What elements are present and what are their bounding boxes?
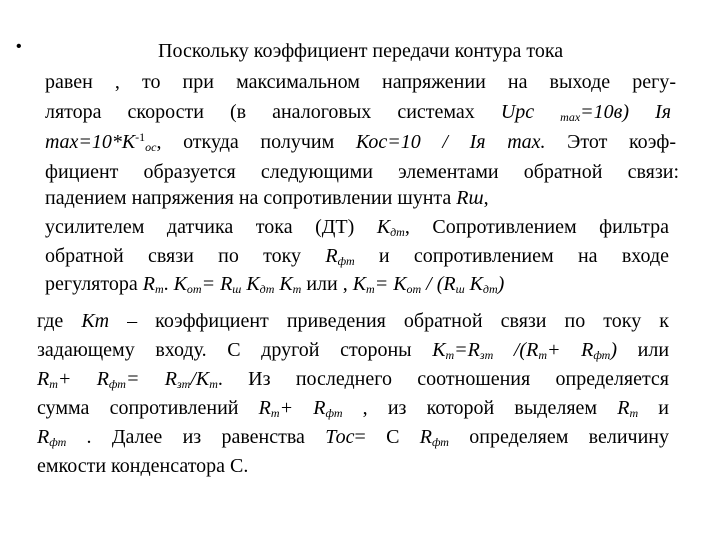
subscript: т (154, 282, 164, 296)
text-run: К (173, 273, 187, 295)
text-run: Этот коэф- (545, 131, 676, 153)
subscript: max (560, 110, 581, 124)
subscript: дт (390, 225, 405, 239)
text-run: R (37, 426, 50, 448)
text-run: / (190, 368, 196, 390)
subscript: т (209, 377, 218, 391)
text-line-15 (37, 454, 248, 478)
text-run: Uрс (500, 101, 561, 123)
subscript: фт (593, 348, 611, 362)
text-run: R (142, 273, 155, 295)
text-run: / ( (421, 273, 444, 295)
text-run: или (617, 339, 670, 361)
subscript: ш (455, 282, 465, 296)
text-run: К (376, 216, 391, 238)
text-run: Тос (325, 426, 355, 448)
text-line-6 (45, 186, 489, 210)
subscript: фт (49, 435, 67, 449)
text-line-9 (45, 272, 504, 296)
subscript: фт (325, 406, 343, 420)
text-run: Поскольку коэффициент передачи контура тока (158, 40, 564, 62)
text-line-3 (45, 100, 671, 124)
text-run: или , (301, 273, 353, 295)
subscript: зт (176, 377, 191, 391)
text-run: усилителем датчика тока (ДТ) (45, 216, 377, 238)
text-run: регулятора (45, 273, 143, 295)
subscript: дт (482, 282, 498, 296)
text-run: , из которой выделяем (342, 397, 618, 419)
text-run: + (546, 339, 582, 361)
text-run: R (313, 397, 326, 419)
text-line-4 (45, 130, 676, 154)
text-run: = (201, 273, 221, 295)
text-run: R (467, 339, 480, 361)
text-run: и сопротивлением на входе (354, 245, 669, 267)
text-run: Кт (81, 310, 110, 332)
subscript: ос (145, 140, 157, 154)
subscript: ш (232, 282, 242, 296)
text-run: , откуда получим (156, 131, 356, 153)
text-run (629, 101, 655, 123)
subscript: фт (337, 254, 355, 268)
text-run: ) (610, 339, 618, 361)
text-run: + (57, 368, 97, 390)
text-run: = (374, 273, 394, 295)
subscript: зт (479, 348, 494, 362)
text-run: где (37, 310, 82, 332)
text-run: + (279, 397, 314, 419)
subscript: т (445, 348, 455, 362)
text-run: R (96, 368, 109, 390)
text-run: , Сопротивлением фильтра (404, 216, 669, 238)
text-line-5 (45, 160, 679, 184)
subscript: т (49, 377, 58, 391)
text-run: = (125, 368, 165, 390)
bullet-marker: • (16, 38, 22, 55)
text-run: R (526, 339, 539, 361)
text-run: R (325, 245, 338, 267)
text-run: задающему входу. С другой стороны (37, 339, 433, 361)
subscript: фт (431, 435, 449, 449)
text-run: R (617, 397, 630, 419)
text-run: . Из последнего соотношения определяется (217, 368, 670, 390)
text-run: К (352, 273, 367, 295)
text-run: R (581, 339, 594, 361)
text-run: R (37, 368, 50, 390)
text-line-12 (37, 367, 669, 391)
text-run: емкости конденсатора С. (37, 455, 249, 477)
text-line-10 (37, 309, 669, 333)
text-line-8 (45, 244, 669, 268)
text-run: R (419, 426, 432, 448)
text-run: = (454, 339, 468, 361)
text-run: лятора скорости (в аналоговых системах (45, 101, 501, 123)
text-run: К (274, 273, 293, 295)
subscript: т (629, 406, 639, 420)
text-line-14 (37, 425, 669, 449)
text-run: К (432, 339, 446, 361)
text-run: К (241, 273, 260, 295)
text-run: К (464, 273, 483, 295)
text-run: К (195, 368, 210, 390)
subscript: т (270, 406, 280, 420)
text-run: R (443, 273, 456, 295)
subscript: т (292, 282, 302, 296)
text-run: R (220, 273, 233, 295)
text-run: . Далее из равенства (66, 426, 326, 448)
text-run: – коэффициент приведения обратной связи по току к (109, 310, 669, 332)
text-run: . (163, 273, 174, 295)
text-run: max=10*К (45, 131, 136, 153)
subscript: от (406, 282, 422, 296)
text-line-11 (37, 338, 669, 362)
text-run: и (638, 397, 670, 419)
text-run: Кос=10 / Iя max. (355, 131, 546, 153)
text-run: равен , то при максимальном напряжении на выходе регу- (45, 71, 676, 93)
superscript: -1 (135, 130, 146, 144)
subscript: т (538, 348, 547, 362)
text-run: определяем величину (448, 426, 669, 448)
text-line-7 (45, 215, 669, 239)
text-run: падением напряжения на сопротивлении шунта (45, 187, 457, 209)
subscript: фт (108, 377, 126, 391)
text-run: , (483, 187, 489, 209)
text-run: ) (497, 273, 505, 295)
text-run: /( (493, 339, 527, 361)
text-run: фициент образуется следующими элементами обратной связи: (45, 161, 679, 183)
text-run: Iя (655, 101, 672, 123)
text-run: =10в) (580, 101, 630, 123)
subscript: дт (259, 282, 275, 296)
text-run: К (393, 273, 407, 295)
text-run: сумма сопротивлений (37, 397, 259, 419)
text-run: Rш (456, 187, 484, 209)
subscript: от (186, 282, 202, 296)
text-run: R (258, 397, 271, 419)
text-line-2 (45, 70, 676, 94)
text-run: = С (354, 426, 420, 448)
text-run: R (164, 368, 177, 390)
text-line-13 (37, 396, 669, 420)
text-run: обратной связи по току (45, 245, 326, 267)
subscript: т (366, 282, 375, 296)
text-line-1 (158, 39, 563, 63)
